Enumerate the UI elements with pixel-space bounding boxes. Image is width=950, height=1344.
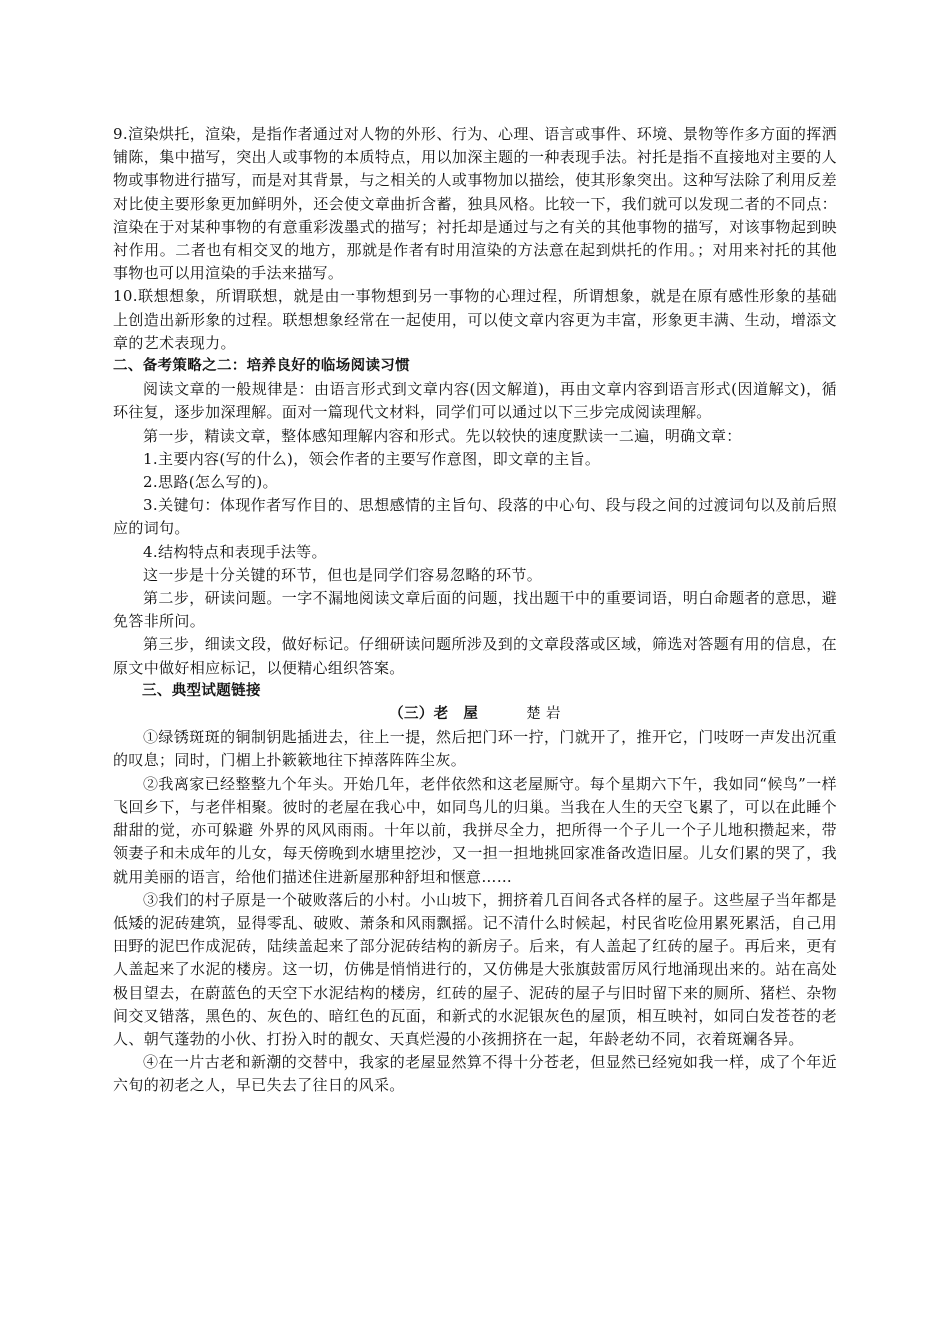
step-one-list-item: 4.结构特点和表现手法等。 xyxy=(143,542,327,561)
article-paragraph: ③我们的村子原是一个破败落后的小村。小山坡下，拥挤着几百间各式各样的屋子。这些屋子当年都是低矮的泥砖建筑，显得零乱、破败、萧条和风雨飘摇。记不清什么时候起，村民省吃俭用累死累活，自己用田野的泥巴作成泥砖，陆续盖起来了部分泥砖结构的新房子。后来，有人盖起了红砖的屋子。再后来，更有人盖起来了水泥的楼房。这一切，仿佛是悄悄进行的，又仿佛是大张旗鼓雷厉风行地涌现出来的。站在高处极目望去，在蔚蓝色的天空下水泥结构的楼房，红砖的屋子、泥砖的屋子与旧时留下来的厕所、猪栏、杂物间交叉错落，黑色的、灰色的、暗红色的瓦面，和新式的水泥银灰色的屋顶，相互映衬，如同白发苍苍的老人、朝气蓬勃的小伙、打扮入时的靓女、天真烂漫的小孩拥挤在一起，年龄老幼不同，衣着斑斓各异。 xyxy=(113,890,837,1048)
document-page xyxy=(113,123,837,1098)
article-title-text: （三）老 屋 xyxy=(389,706,479,723)
article-paragraph: ②我离家已经整整九个年头。开始几年，老伴依然和这老屋厮守。每个星期六下午，我如同“候鸟”一样飞回乡下，与老伴相聚。彼时的老屋在我心中，如同鸟儿的归巢。当我在人生的天空飞累了，可以在此睡个甜甜的觉，亦可躲避 外界的风风雨雨。十年以前，我拼尽全力，把所得一个子儿一个子儿地积攒起来，带领妻子和未成年的儿女，每天傍晚到水塘里挖沙，又一担一担地挑回家准备改造旧屋。儿女们累的哭了，我就用美丽的语言，给他们描述住进新屋那种舒坦和惬意…… xyxy=(113,774,837,886)
article-title xyxy=(113,703,837,726)
step-three: 第三步，细读文段，做好标记。仔细研读问题所涉及到的文章段落或区域，筛选对答题有用的信息，在原文中做好相应标记，以便精心组织答案。 xyxy=(113,635,837,677)
step-one-list-item: 3.关键句：体现作者写作目的、思想感情的主旨句、段落的中心句、段与段之间的过渡词句以及前后照应的词句。 xyxy=(113,496,837,538)
section-heading-strategy: 二、备考策略之二：培养良好的临场阅读习惯 xyxy=(113,358,410,375)
strategy-intro: 阅读文章的一般规律是：由语言形式到文章内容(因文解道)，再由文章内容到语言形式(因道解文)，循环往复，逐步加深理解。面对一篇现代文材料，同学们可以通过以下三步完成阅读理解。 xyxy=(113,380,837,422)
step-one-list-item: 2.思路(怎么写的)。 xyxy=(143,473,278,492)
step-two: 第二步，研读问题。一字不漏地阅读文章后面的问题，找出题干中的重要词语，明白命题者的意思，避免答非所问。 xyxy=(113,589,837,631)
article-paragraph: ④在一片古老和新潮的交替中，我家的老屋显然算不得十分苍老，但显然已经宛如我一样，成了个年近六旬的初老之人，早已失去了往日的风采。 xyxy=(113,1053,837,1095)
article-paragraph: ①绿锈斑斑的铜制钥匙插进去，往上一提，然后把门环一拧，门就开了，推开它，门吱呀一声发出沉重的叹息；同时，门楣上扑簌簌地往下掉落阵阵尘灰。 xyxy=(113,728,837,770)
technique-item-10: 10.联想想象，所谓联想，就是由一事物想到另一事物的心理过程，所谓想象，就是在原有感性形象的基础上创造出新形象的过程。联想想象经常在一起使用，可以使文章内容更为丰富，形象更丰满、生动，增添文章的艺术表现力。 xyxy=(113,287,837,352)
section-heading-examples: 三、典型试题链接 xyxy=(142,682,261,699)
technique-item-9: 9.渲染烘托，渲染，是指作者通过对人物的外形、行为、心理、语言或事件、环境、景物等作多方面的挥洒铺陈，集中描写，突出人或事物的本质特点，用以加深主题的一种表现手法。衬托是指不直接地对主要的人物或事物进行描写，而是对其背景，与之相关的人或事物加以描绘，使其形象突出。这种写法除了利用反差对比使主要形象更加鲜明外，还会使文章曲折含蓄，独具风格。比较一下，我们就可以发现二者的不同点：渲染在于对某种事物的有意重彩泼墨式的描写；衬托却是通过与之有关的其他事物的描写，对该事物起到映衬作用。二者也有相交叉的地方，那就是作者有时用渲染的方法意在起到烘托的作用。；对用来衬托的其他事物也可以用渲染的手法来描写。 xyxy=(113,125,837,283)
step-one-list-item: 1.主要内容(写的什么)，领会作者的主要写作意图，即文章的主旨。 xyxy=(143,449,601,468)
step-one: 第一步，精读文章，整体感知理解内容和形式。先以较快的速度默读一二遍，明确文章： xyxy=(143,426,742,445)
article-author: 楚 岩 xyxy=(526,706,561,723)
step-one-note: 这一步是十分关键的环节，但也是同学们容易忽略的环节。 xyxy=(143,565,543,584)
